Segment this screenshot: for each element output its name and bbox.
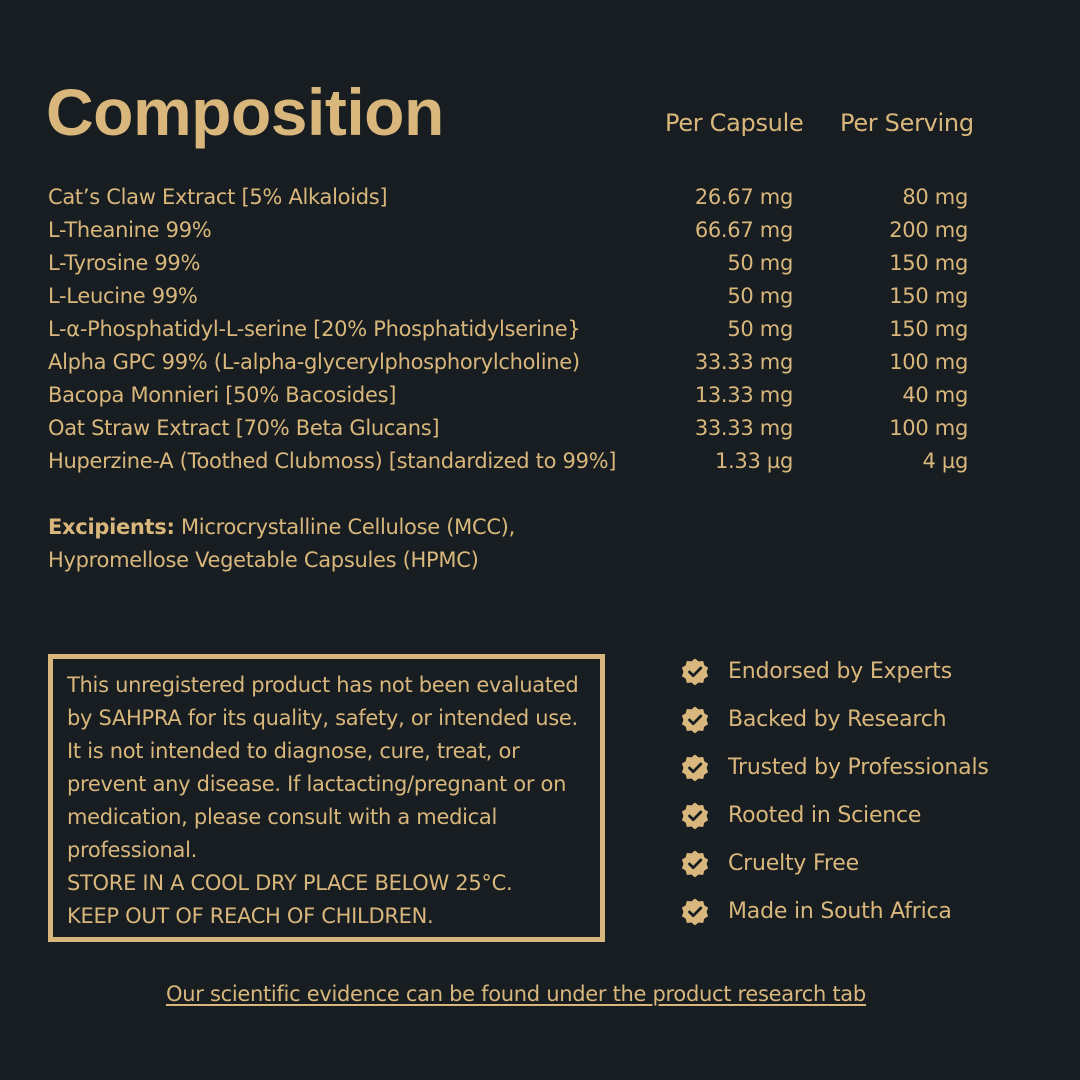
trust-badge [680, 704, 1060, 752]
ingredient-per-capsule: 66.67 mg [694, 218, 793, 242]
verified-badge-icon [680, 801, 710, 831]
ingredients-table [48, 181, 978, 478]
excipients-text [48, 511, 668, 577]
ingredient-name: Cat’s Claw Extract [5% Alkaloids] [48, 185, 388, 209]
ingredient-row [48, 280, 978, 313]
excipients-line-2: Hypromellose Vegetable Capsules (HPMC) [48, 548, 479, 572]
per-serving-header: Per Serving [840, 109, 974, 137]
badge-label: Cruelty Free [728, 851, 859, 876]
ingredient-per-serving: 200 mg [889, 218, 968, 242]
ingredient-name: L-α-Phosphatidyl-L-serine [20% Phosphatidylserine} [48, 317, 581, 341]
ingredient-per-capsule: 50 mg [727, 284, 793, 308]
ingredient-per-capsule: 33.33 mg [694, 350, 793, 374]
ingredient-name: L-Leucine 99% [48, 284, 198, 308]
badge-label: Made in South Africa [728, 899, 952, 924]
excipients-line-1: Microcrystalline Cellulose (MCC), [174, 515, 515, 539]
ingredient-row [48, 214, 978, 247]
storage-warning: STORE IN A COOL DRY PLACE BELOW 25°C. [67, 871, 513, 895]
ingredient-name: L-Theanine 99% [48, 218, 212, 242]
verified-badge-icon [680, 897, 710, 927]
ingredient-per-serving: 100 mg [889, 416, 968, 440]
badge-label: Trusted by Professionals [728, 755, 989, 780]
trust-badge [680, 800, 1060, 848]
verified-badge-icon [680, 657, 710, 687]
badge-label: Backed by Research [728, 707, 947, 732]
warning-box [48, 654, 605, 942]
excipients-label: Excipients: [48, 515, 175, 539]
warning-line: It is not intended to diagnose, cure, treat, or [67, 739, 520, 763]
per-capsule-header: Per Capsule [665, 109, 804, 137]
ingredient-row [48, 379, 978, 412]
badge-label: Endorsed by Experts [728, 659, 952, 684]
warning-line: professional. [67, 838, 198, 862]
ingredient-per-serving: 40 mg [902, 383, 968, 407]
warning-line: by SAHPRA for its quality, safety, or intended use. [67, 706, 578, 730]
ingredient-per-serving: 150 mg [889, 317, 968, 341]
ingredient-per-serving: 150 mg [889, 284, 968, 308]
ingredient-per-capsule: 50 mg [727, 317, 793, 341]
ingredient-name: Oat Straw Extract [70% Beta Glucans] [48, 416, 440, 440]
ingredient-per-capsule: 50 mg [727, 251, 793, 275]
ingredient-per-capsule: 13.33 mg [694, 383, 793, 407]
ingredient-per-capsule: 33.33 mg [694, 416, 793, 440]
ingredient-per-capsule: 1.33 µg [714, 449, 793, 473]
verified-badge-icon [680, 753, 710, 783]
ingredient-row [48, 412, 978, 445]
warning-line: medication, please consult with a medical [67, 805, 497, 829]
ingredient-name: L-Tyrosine 99% [48, 251, 201, 275]
ingredient-row [48, 181, 978, 214]
ingredient-name: Bacopa Monnieri [50% Bacosides] [48, 383, 397, 407]
trust-badges-list [680, 656, 1060, 944]
ingredient-row [48, 346, 978, 379]
trust-badge [680, 848, 1060, 896]
ingredient-row [48, 247, 978, 280]
children-warning: KEEP OUT OF REACH OF CHILDREN. [67, 904, 434, 928]
badge-label: Rooted in Science [728, 803, 922, 828]
ingredient-row [48, 445, 978, 478]
trust-badge [680, 896, 1060, 944]
ingredient-per-serving: 80 mg [902, 185, 968, 209]
warning-line: prevent any disease. If lactacting/pregnant or on [67, 772, 567, 796]
ingredient-per-serving: 100 mg [889, 350, 968, 374]
ingredient-name: Alpha GPC 99% (L-alpha-glycerylphosphorylcholine) [48, 350, 580, 374]
ingredient-row [48, 313, 978, 346]
product-research-link[interactable]: Our scientific evidence can be found under the product research tab [166, 982, 866, 1006]
ingredient-name: Huperzine-A (Toothed Clubmoss) [standardized to 99%] [48, 449, 617, 473]
ingredient-per-serving: 150 mg [889, 251, 968, 275]
ingredient-per-capsule: 26.67 mg [694, 185, 793, 209]
verified-badge-icon [680, 705, 710, 735]
verified-badge-icon [680, 849, 710, 879]
trust-badge [680, 656, 1060, 704]
page-title: Composition [46, 75, 444, 149]
warning-line: This unregistered product has not been evaluated [67, 673, 579, 697]
trust-badge [680, 752, 1060, 800]
ingredient-per-serving: 4 µg [922, 449, 968, 473]
